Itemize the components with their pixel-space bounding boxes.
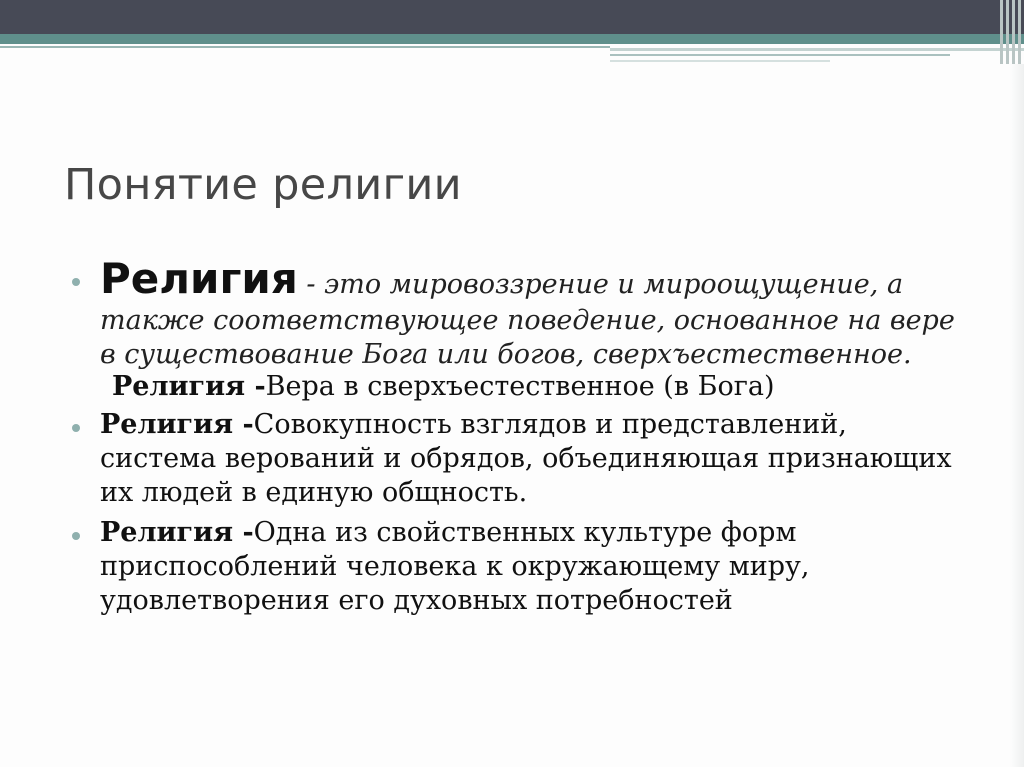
decorative-line bbox=[0, 46, 610, 48]
slide-title: Понятие религии bbox=[64, 160, 462, 210]
term-label: Религия - bbox=[100, 409, 254, 440]
sub-definition bbox=[100, 370, 970, 404]
bullet-dot-icon bbox=[72, 532, 80, 540]
definition-text: Вера в сверхъестественное (в Бога) bbox=[265, 371, 775, 402]
list-item bbox=[70, 254, 970, 404]
bullet-dot-icon bbox=[72, 424, 80, 432]
definition-text: Совокупность взглядов и представлений, система верований и обрядов, объединяющая признающих их людей в единую общность. bbox=[100, 409, 952, 508]
term-label: Религия - bbox=[100, 517, 254, 548]
definition-text: - это мировоззрение и мироощущение, а также соответствующее поведение, основанное на вере в существование Бога или богов, сверхъестественное. bbox=[100, 269, 955, 370]
bullet-dot-icon bbox=[72, 278, 80, 286]
definition-text: Одна из свойственных культуре форм приспособлений человека к окружающему миру, удовлетворения его духовных потребностей bbox=[100, 517, 810, 616]
bullet-list bbox=[70, 254, 970, 618]
term-label: Религия - bbox=[112, 371, 266, 402]
list-item bbox=[70, 408, 970, 510]
corner-stripes bbox=[996, 0, 1024, 64]
teal-decorative-band bbox=[0, 34, 1024, 44]
top-decorative-band bbox=[0, 0, 1024, 34]
decorative-line bbox=[610, 48, 1024, 51]
term-heading: Религия bbox=[100, 254, 298, 303]
decorative-line bbox=[610, 60, 830, 62]
decorative-line bbox=[610, 54, 950, 56]
list-item bbox=[70, 516, 970, 618]
right-edge-shadow bbox=[1010, 64, 1024, 767]
